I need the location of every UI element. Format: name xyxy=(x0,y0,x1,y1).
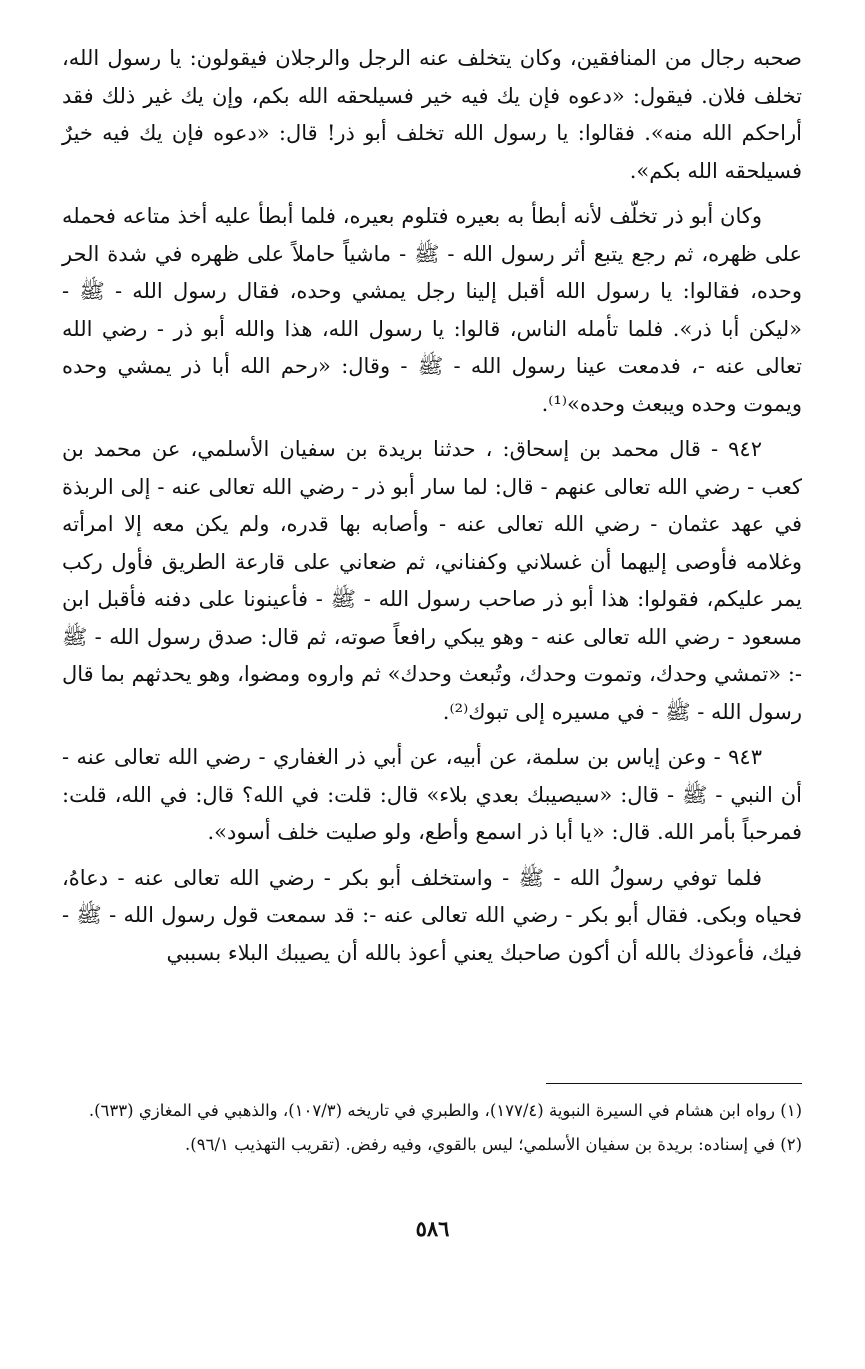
page-number: ٥٨٦ xyxy=(415,1216,450,1241)
paragraph-hadith-942: ٩٤٢ - قال محمد بن إسحاق: ، حدثنا بريدة بن سفيان الأسلمي، عن محمد بن كعب - رضي الله تعالى عنهم - قال: لما سار أبو ذر - رضي الله تعالى عنه - إلى الربذة في عهد عثمان - رضي الله تعالى عنه - وأصابه بها قدره، ولم يكن معه إلا امرأته وغلامه فأوصى إليهما أن غسلاني وكفناني، ثم ضعاني على قارعة الطريق فأول ركب يمر عليكم، فقولوا: هذا أبو ذر صاحب رسول الله - ﷺ - فأعينونا على دفنه فأقبل ابن مسعود - رضي الله تعالى عنه - وهو يبكي رافعاً صوته، ثم قال: صدق رسول الله - ﷺ -: «تمشي وحدك، وتموت وحدك، وتُبعث وحدك» ثم واروه ومضوا، وهو يحدثهم بما قال رسول الله - ﷺ - في مسيره إلى تبوك⁽²⁾. xyxy=(62,437,802,724)
paragraph-continuation: صحبه رجال من المنافقين، وكان يتخلف عنه الرجل والرجلان فيقولون: يا رسول الله، تخلف فلان. فيقول: «دعوه فإن يك فيه خير فسيلحقه الله بكم، وإن يك غير ذلك فقد أراحكم الله منه». فقالوا: يا رسول الله تخلف أبو ذر! قال: «دعوه فإن يك فيه خيرٌ فسيلحقه الله بكم». xyxy=(62,46,802,183)
footnote-2: (٢) في إسناده: بريدة بن سفيان الأسلمي؛ ليس بالقوي، وفيه رفض. (تقريب التهذيب ٩٦/١). xyxy=(185,1135,802,1154)
paragraph-abu-dharr-delay: وكان أبو ذر تخلّف لأنه أبطأ به بعيره فتلوم بعيره، فلما أبطأ عليه أخذ متاعه فحمله على ظهره، ثم رجع يتبع أثر رسول الله - ﷺ - ماشياً حاملاً على ظهره في شدة الحر وحده، فقالوا: يا رسول الله أقبل إلينا رجل يمشي وحده، فقال رسول الله - ﷺ - «ليكن أبا ذر». فلما تأمله الناس، قالوا: يا رسول الله، هذا والله أبو ذر - رضي الله تعالى عنه -، فدمعت عينا رسول الله - ﷺ - وقال: «رحم الله أبا ذر يمشي وحده ويموت وحده ويبعث وحده»⁽¹⁾. xyxy=(62,204,802,416)
page-body xyxy=(62,40,802,980)
footnotes xyxy=(62,1096,802,1164)
paragraph-hadith-943: ٩٤٣ - وعن إياس بن سلمة، عن أبيه، عن أبي ذر الغفاري - رضي الله تعالى عنه - أن النبي - ﷺ - قال: «سيصيبك بعدي بلاء» قال: قلت: في الله؟ قال: في الله، قلت: فمرحباً بأمر الله. قال: «يا أبا ذر اسمع وأطع، ولو صليت خلف أسود». xyxy=(62,745,802,844)
paragraph-abu-bakr: فلما توفي رسولُ الله - ﷺ - واستخلف أبو بكر - رضي الله تعالى عنه - دعاهُ، فحياه وبكى. فقال أبو بكر - رضي الله تعالى عنه -: قد سمعت قول رسول الله - ﷺ - فيك، فأعوذك بالله أن أكون صاحبك يعني أعوذ بالله أن يصيبك البلاء بسببي xyxy=(62,865,802,965)
footnote-divider xyxy=(546,1083,802,1084)
footnote-1: (١) رواه ابن هشام في السيرة النبوية (١٧٧/٤)، والطبري في تاريخه (١٠٧/٣)، والذهبي في المغازي (٦٣٣). xyxy=(88,1101,802,1120)
